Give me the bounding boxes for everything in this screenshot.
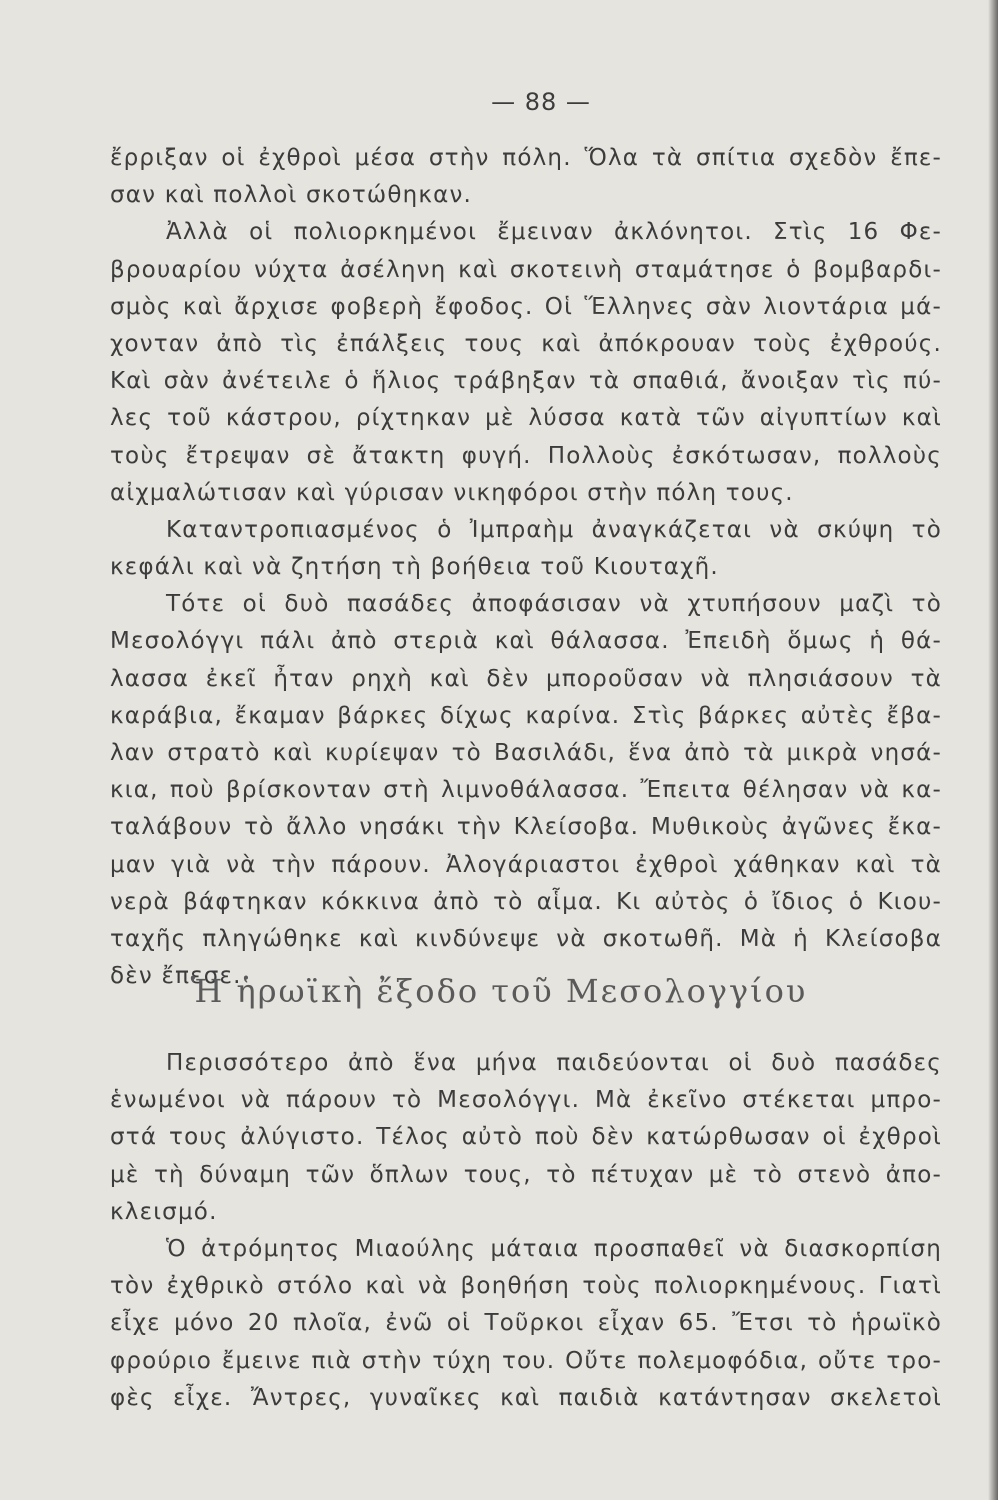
text-line: ταλάβουν τὸ ἄλλο νησάκι τὴν Κλείσοβα. Μυθικοὺς ἀγῶνες ἔκα-: [110, 814, 942, 841]
text-line: ἑνωμένοι νὰ πάρουν τὸ Μεσολόγγι. Μὰ ἐκεῖνο στέκεται μπρο-: [110, 1087, 942, 1114]
text-line: Περισσότερο ἀπὸ ἕνα μήνα παιδεύονται οἱ δυὸ πασάδες: [166, 1050, 942, 1076]
text-line: Τότε οἱ δυὸ πασάδες ἀποφάσισαν νὰ χτυπήσουν μαζὶ τὸ: [166, 591, 942, 618]
text-line: βρουαρίου νύχτα ἀσέληνη καὶ σκοτεινὴ σταμάτησε ὁ βομβαρδι-: [110, 256, 942, 283]
text-line: κλεισμό.: [110, 1198, 218, 1225]
text-line: νερὰ βάφτηκαν κόκκινα ἀπὸ τὸ αἷμα. Κι αὐτὸς ὁ ἴδιος ὁ Κιου-: [110, 888, 942, 915]
text-line: σαν καὶ πολλοὶ σκοτώθηκαν.: [110, 182, 473, 209]
text-line: τοὺς ἔτρεψαν σὲ ἄτακτη φυγή. Πολλοὺς ἐσκότωσαν, πολλοὺς: [110, 442, 942, 469]
text-line: σμὸς καὶ ἄρχισε φοβερὴ ἔφοδος. Οἱ Ἕλληνες σὰν λιοντάρια μά-: [110, 293, 942, 320]
text-line: Ὁ ἀτρόμητος Μιαούλης μάταια προσπαθεῖ νὰ διασκορπίση: [166, 1235, 942, 1262]
text-line: ἔρριξαν οἱ ἐχθροὶ μέσα στὴν πόλη. Ὅλα τὰ σπίτια σχεδὸν ἔπε-: [110, 145, 942, 171]
text-line: αἰχμαλώτισαν καὶ γύρισαν νικηφόροι στὴν πόλη τους.: [110, 479, 794, 506]
text-line: φὲς εἶχε. Ἄντρες, γυναῖκες καὶ παιδιὰ κατάντησαν σκελετοὶ: [110, 1384, 942, 1411]
text-line: λαν στρατὸ καὶ κυρίεψαν τὸ Βασιλάδι, ἕνα ἀπὸ τὰ μικρὰ νησά-: [110, 740, 942, 766]
text-line: χονταν ἀπὸ τὶς ἐπάλξεις τους καὶ ἀπόκρουαν τοὺς ἐχθρούς.: [110, 330, 942, 357]
text-line: μαν γιὰ νὰ τὴν πάρουν. Ἀλογάριαστοι ἐχθροὶ χάθηκαν καὶ τὰ: [110, 851, 942, 878]
section-heading: Ἡ ἡρωϊκὴ ἔξοδο τοῦ Μεσολογγίου: [190, 972, 808, 1010]
text-line: στά τους ἀλύγιστο. Τέλος αὐτὸ ποὺ δὲν κατώρθωσαν οἱ ἐχθροὶ: [110, 1124, 942, 1151]
text-line: κεφάλι καὶ νὰ ζητήση τὴ βοήθεια τοῦ Κιουταχῆ.: [110, 554, 719, 581]
text-line: Καταντροπιασμένος ὁ Ἰμπραὴμ ἀναγκάζεται νὰ σκύψη τὸ: [166, 516, 942, 543]
text-line: Μεσολόγγι πάλι ἀπὸ στεριὰ καὶ θάλασσα. Ἐπειδὴ ὅμως ἡ θά-: [110, 628, 942, 655]
text-line: δὲν ἔπεσε.: [110, 963, 242, 990]
text-line: καράβια, ἔκαμαν βάρκες δίχως καρίνα. Στὶς βάρκες αὐτὲς ἔβα-: [110, 702, 942, 729]
text-block-upper: [110, 140, 942, 995]
text-line: τὸν ἐχθρικὸ στόλο καὶ νὰ βοηθήση τοὺς πολιορκημένους. Γιατὶ: [110, 1273, 942, 1300]
text-line: λες τοῦ κάστρου, ρίχτηκαν μὲ λύσσα κατὰ τῶν αἰγυπτίων καὶ: [110, 405, 942, 432]
page-number: — 88 —: [491, 88, 591, 116]
text-line: Ἀλλὰ οἱ πολιορκημένοι ἔμειναν ἀκλόνητοι. Στὶς 16 Φε-: [166, 219, 942, 246]
text-line: ταχῆς πληγώθηκε καὶ κινδύνεψε νὰ σκοτωθῆ. Μὰ ἡ Κλείσοβα: [110, 925, 942, 952]
text-line: Καὶ σὰν ἀνέτειλε ὁ ἥλιος τράβηξαν τὰ σπαθιά, ἄνοιξαν τὶς πύ-: [110, 368, 942, 395]
text-line: μὲ τὴ δύναμη τῶν ὅπλων τους, τὸ πέτυχαν μὲ τὸ στενὸ ἀπο-: [110, 1161, 942, 1188]
text-line: εἶχε μόνο 20 πλοῖα, ἐνῶ οἱ Τοῦρκοι εἶχαν 65. Ἔτσι τὸ ἡρωϊκὸ: [110, 1310, 942, 1337]
text-line: λασσα ἐκεῖ ἦταν ρηχὴ καὶ δὲν μποροῦσαν νὰ πλησιάσουν τὰ: [110, 665, 942, 692]
text-line: κια, ποὺ βρίσκονταν στὴ λιμνοθάλασσα. Ἔπειτα θέλησαν νὰ κα-: [110, 777, 942, 804]
text-line: φρούριο ἔμεινε πιὰ στὴν τύχη του. Οὔτε πολεμοφόδια, οὔτε τρο-: [110, 1347, 942, 1374]
text-block-lower: [110, 1045, 942, 1417]
